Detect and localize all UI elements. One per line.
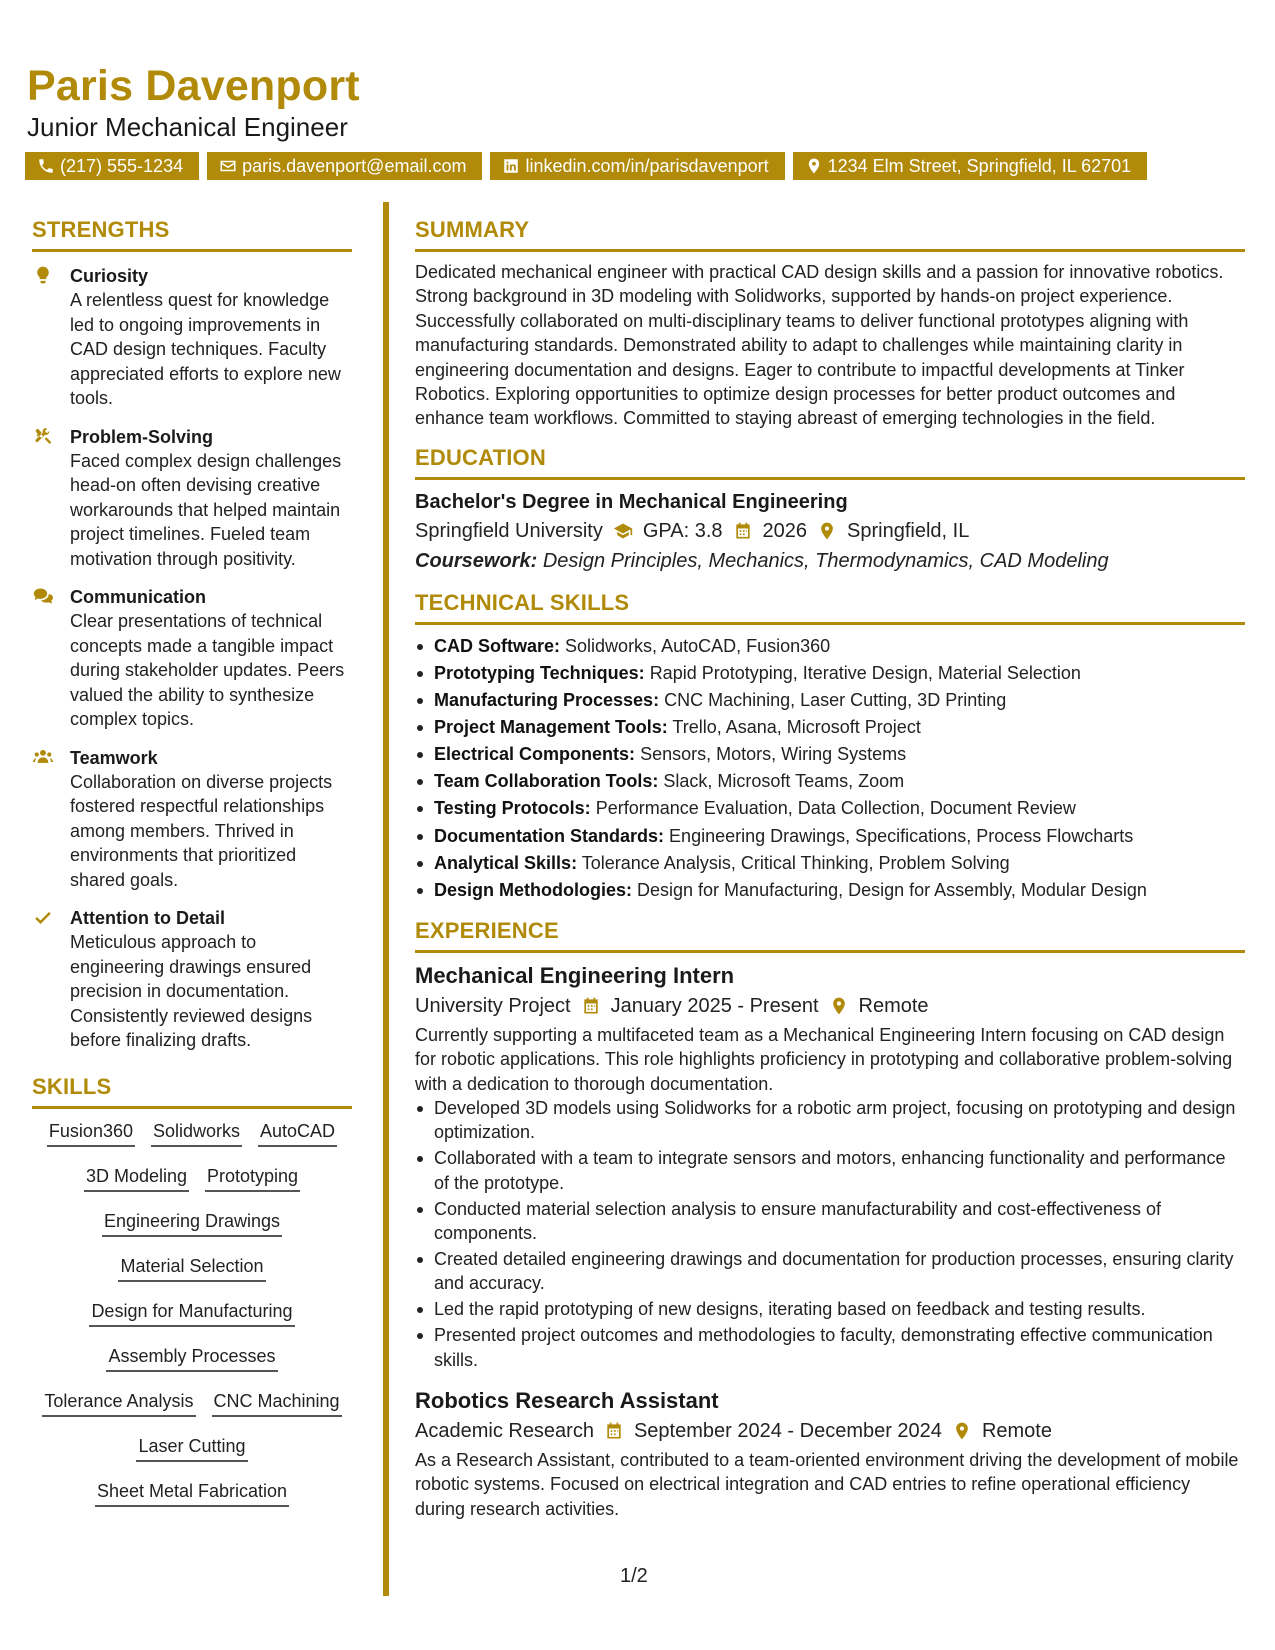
strength-desc: Faced complex design challenges head-on often devising creative workarounds that helped maintain project timelines. Fueled team motivation through positivity. — [70, 450, 342, 569]
list-item — [415, 633, 1245, 660]
job-entry-title: Mechanical Engineering Intern — [415, 962, 735, 988]
skill-tag: AutoCAD — [258, 1119, 337, 1147]
users-icon — [32, 747, 54, 767]
strengths-list — [32, 264, 352, 1053]
technical-skills-list — [415, 633, 1245, 904]
contact-phone[interactable] — [25, 152, 199, 180]
job-location: Remote — [981, 1419, 1052, 1442]
skill-values: CNC Machining, Laser Cutting, 3D Printing — [664, 690, 1007, 711]
strength-title: Teamwork — [70, 747, 158, 768]
list-item — [415, 741, 1245, 768]
calendar-icon — [581, 996, 601, 1016]
comments-icon — [32, 586, 54, 606]
contact-phone-text: (217) 555-1234 — [60, 155, 184, 176]
school-location: Springfield, IL — [847, 519, 970, 542]
job-entry — [415, 961, 1245, 1372]
skill-category: Testing Protocols: — [434, 798, 591, 819]
job-entry-title: Robotics Research Assistant — [415, 1387, 719, 1413]
job-meta — [415, 1416, 1245, 1446]
map-pin-icon — [805, 157, 823, 175]
experience-section — [415, 918, 1245, 1521]
checkmark-icon — [32, 907, 54, 927]
skill-values: Performance Evaluation, Data Collection, Document Review — [595, 798, 1076, 819]
contact-email-text: paris.davenport@email.com — [242, 155, 467, 176]
job-dates: January 2025 - Present — [610, 994, 819, 1017]
gpa-value: GPA: 3.8 — [642, 519, 723, 542]
skill-values: Design for Manufacturing, Design for Assembly, Modular Design — [637, 879, 1147, 900]
technical-skills-section — [415, 590, 1245, 904]
skill-category: Analytical Skills: — [434, 852, 578, 873]
skill-tag: Tolerance Analysis — [42, 1389, 195, 1417]
graduation-year: 2026 — [762, 519, 808, 542]
list-item — [415, 714, 1245, 741]
skill-category: Project Management Tools: — [434, 717, 668, 738]
skill-category: CAD Software: — [434, 635, 561, 656]
skill-values: Tolerance Analysis, Critical Thinking, Problem Solving — [581, 852, 1010, 873]
column-divider — [383, 202, 389, 1596]
job-dates: September 2024 - December 2024 — [633, 1419, 942, 1442]
skill-tag: 3D Modeling — [84, 1164, 189, 1192]
page-number: 1/2 — [620, 1565, 648, 1587]
skills-heading: SKILLS — [32, 1074, 352, 1109]
summary-text: Dedicated mechanical engineer with practical CAD design skills and a passion for innovative robotics. Strong background in 3D modeling with Solidworks, supported by hands-on project experience. Successfully collaborated on multi-disciplinary teams to deliver functional prototypes aligning with manufacturing standards. Demonstrated ability to adapt to challenges while maintaining clarity in engineering documentation and designs. Eager to contribute to impactful developments at Tinker Robotics. Exploring opportunities to optimize design processes for better product outcomes and enhance team workflows. Committed to staying abreast of emerging technologies in the field. — [415, 262, 1224, 429]
skill-tag: Design for Manufacturing — [89, 1299, 294, 1327]
strength-title: Attention to Detail — [70, 908, 225, 928]
skill-tag: CNC Machining — [212, 1389, 342, 1417]
graduation-cap-icon — [613, 521, 633, 541]
strength-item — [32, 906, 352, 1053]
summary-heading: SUMMARY — [415, 217, 1245, 252]
education-section — [415, 445, 1245, 576]
education-meta — [415, 516, 1245, 546]
job-org: University Project — [415, 994, 571, 1017]
strength-desc: Meticulous approach to engineering drawings ensured precision in documentation. Consistently reviewed designs before finalizing drafts. — [70, 932, 313, 1050]
list-item — [415, 687, 1245, 714]
job-description: Currently supporting a multifaceted team as a Mechanical Engineering Intern focusing on CAD design for robotic applications. This role highlights proficiency in prototyping and collaborative problem-solving with a dedication to thorough documentation. — [415, 1024, 1233, 1094]
list-item: Presented project outcomes and methodologies to faculty, demonstrating effective communication skills. — [415, 1323, 1245, 1372]
contact-bar — [25, 152, 1147, 180]
linkedin-icon — [502, 157, 520, 175]
skill-category: Manufacturing Processes: — [434, 690, 660, 711]
list-item: Collaborated with a team to integrate sensors and motors, enhancing functionality and performance of the prototype. — [415, 1146, 1245, 1195]
contact-linkedin[interactable] — [490, 152, 784, 180]
phone-icon — [37, 157, 55, 175]
strength-item — [32, 264, 352, 411]
skill-category: Team Collaboration Tools: — [434, 771, 659, 792]
skill-tag: Material Selection — [118, 1254, 265, 1282]
left-column — [32, 217, 352, 1507]
job-location: Remote — [858, 994, 929, 1017]
strength-item — [32, 585, 352, 732]
contact-address — [793, 152, 1148, 180]
skill-values: Engineering Drawings, Specifications, Process Flowcharts — [669, 825, 1134, 846]
skill-category: Documentation Standards: — [434, 825, 665, 846]
contact-email[interactable] — [207, 152, 482, 180]
envelope-icon — [219, 157, 237, 175]
list-item: Conducted material selection analysis to ensure manufacturability and cost-effectiveness of components. — [415, 1197, 1245, 1246]
job-org: Academic Research — [415, 1419, 594, 1442]
skill-tag: Sheet Metal Fabrication — [95, 1479, 289, 1507]
list-item — [415, 660, 1245, 687]
skill-values: Sensors, Motors, Wiring Systems — [640, 744, 907, 765]
job-title: Junior Mechanical Engineer — [27, 112, 348, 142]
degree-title: Bachelor's Degree in Mechanical Engineering — [415, 490, 848, 513]
map-pin-icon — [952, 1421, 972, 1441]
strength-title: Communication — [70, 587, 207, 607]
candidate-name: Paris Davenport — [27, 62, 360, 110]
skill-tag: Assembly Processes — [106, 1344, 277, 1372]
skill-category: Prototyping Techniques: — [434, 662, 645, 683]
calendar-icon — [733, 521, 753, 541]
skill-category: Electrical Components: — [434, 744, 636, 765]
coursework — [415, 546, 1245, 576]
skill-tag: Solidworks — [151, 1119, 242, 1147]
lightbulb-icon — [32, 265, 54, 285]
tools-icon — [32, 426, 54, 446]
right-column — [415, 217, 1245, 1535]
strength-desc: Clear presentations of technical concepts made a tangible impact during stakeholder updates. Peers valued the ability to synthesize complex topics. — [70, 611, 345, 729]
strength-title: Problem-Solving — [70, 426, 214, 447]
list-item — [415, 850, 1245, 877]
job-entry — [415, 1386, 1245, 1521]
list-item — [415, 768, 1245, 795]
skill-values: Trello, Asana, Microsoft Project — [672, 717, 921, 738]
skills-cloud — [32, 1119, 352, 1507]
job-meta — [415, 991, 1245, 1021]
experience-heading: EXPERIENCE — [415, 918, 1245, 953]
skill-tag: Engineering Drawings — [102, 1209, 282, 1237]
contact-linkedin-text: linkedin.com/in/parisdavenport — [525, 155, 769, 176]
skill-values: Solidworks, AutoCAD, Fusion360 — [565, 635, 831, 656]
list-item: Led the rapid prototyping of new designs, iterating based on feedback and testing results. — [415, 1297, 1245, 1321]
strength-desc: A relentless quest for knowledge led to ongoing improvements in CAD design techniques. Faculty appreciated efforts to explore new tools. — [70, 290, 341, 408]
technical-skills-heading: TECHNICAL SKILLS — [415, 590, 1245, 625]
map-pin-icon — [829, 996, 849, 1016]
list-item: Created detailed engineering drawings and documentation for production processes, ensuring clarity and accuracy. — [415, 1247, 1245, 1296]
list-item — [415, 823, 1245, 850]
job-bullets — [415, 1096, 1245, 1372]
list-item — [415, 877, 1245, 904]
skill-category: Design Methodologies: — [434, 879, 632, 900]
job-description: As a Research Assistant, contributed to a team-oriented environment driving the development of mobile robotic systems. Focused on electrical integration and CAD entries to refine operational efficiency during research activities. — [415, 1449, 1239, 1519]
strength-desc: Collaboration on diverse projects fostered respectful relationships among members. Thrived in environments that prioritized shared goals. — [70, 771, 333, 890]
summary-section — [415, 217, 1245, 431]
list-item — [415, 795, 1245, 822]
list-item: Developed 3D models using Solidworks for a robotic arm project, focusing on prototyping and design optimization. — [415, 1096, 1245, 1145]
map-pin-icon — [817, 521, 837, 541]
strength-item — [32, 425, 352, 572]
coursework-list: Design Principles, Mechanics, Thermodynamics, CAD Modeling — [542, 549, 1109, 572]
school-name: Springfield University — [415, 519, 603, 542]
skill-tag: Prototyping — [205, 1164, 300, 1192]
strengths-heading: STRENGTHS — [32, 217, 352, 252]
skill-tag: Laser Cutting — [136, 1434, 247, 1462]
coursework-label: Coursework: — [415, 549, 538, 572]
skill-tag: Fusion360 — [47, 1119, 135, 1147]
strength-item — [32, 746, 352, 893]
skill-values: Rapid Prototyping, Iterative Design, Material Selection — [649, 662, 1081, 683]
calendar-icon — [604, 1421, 624, 1441]
skill-values: Slack, Microsoft Teams, Zoom — [663, 771, 905, 792]
strength-title: Curiosity — [70, 266, 149, 286]
education-heading: EDUCATION — [415, 445, 1245, 480]
contact-address-text: 1234 Elm Street, Springfield, IL 62701 — [827, 155, 1132, 176]
